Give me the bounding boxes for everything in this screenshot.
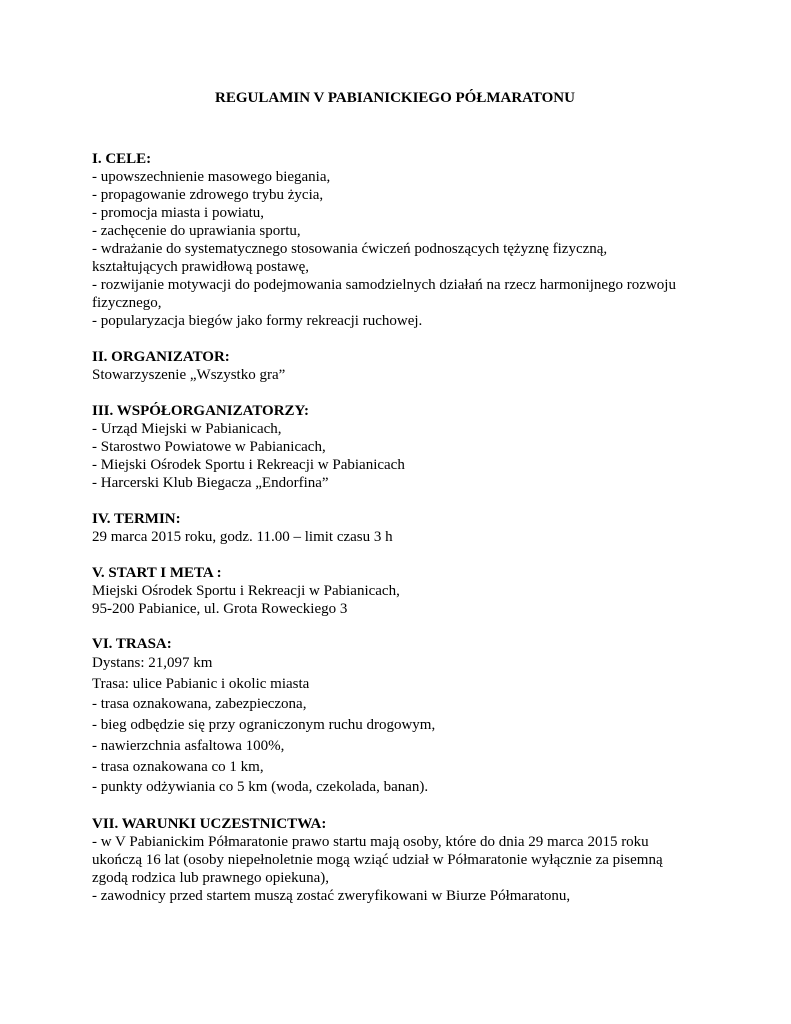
- section-trasa: [92, 635, 732, 798]
- section-heading: VII. WARUNKI UCZESTNICTWA:: [92, 815, 327, 832]
- document-title: REGULAMIN V PABIANICKIEGO PÓŁMARATONU: [215, 90, 575, 106]
- list-item: kształtujących prawidłową postawę,: [92, 259, 310, 275]
- list-item: - punkty odżywiania co 5 km (woda, czekolada, banan).: [92, 779, 429, 796]
- list-item: - nawierzchnia asfaltowa 100%,: [92, 737, 285, 754]
- section-start-meta: [92, 564, 732, 618]
- list-item: Stowarzyszenie „Wszystko gra”: [92, 367, 286, 383]
- list-item: - upowszechnienie masowego biegania,: [92, 169, 331, 185]
- list-item: fizycznego,: [92, 295, 162, 311]
- section-termin: [92, 510, 732, 546]
- list-item: 95-200 Pabianice, ul. Grota Roweckiego 3: [92, 601, 348, 617]
- list-item: - rozwijanie motywacji do podejmowania samodzielnych działań na rzecz harmonijnego rozwoju: [92, 277, 676, 293]
- list-item: Miejski Ośrodek Sportu i Rekreacji w Pabianicach,: [92, 583, 400, 599]
- section-heading: V. START I META :: [92, 565, 222, 581]
- list-item: - Urząd Miejski w Pabianicach,: [92, 421, 282, 437]
- section-heading: IV. TERMIN:: [92, 511, 181, 527]
- list-item: - trasa oznakowana, zabezpieczona,: [92, 696, 307, 713]
- section-heading: III. WSPÓŁORGANIZATORZY:: [92, 403, 310, 419]
- section-heading: VI. TRASA:: [92, 636, 172, 652]
- list-item: Trasa: ulice Pabianic i okolic miasta: [92, 675, 310, 692]
- list-item: - wdrażanie do systematycznego stosowania ćwiczeń podnoszących tężyznę fizyczną,: [92, 241, 608, 257]
- list-item: Dystans: 21,097 km: [92, 655, 213, 671]
- list-item: zgodą rodzica lub prawnego opiekuna),: [92, 869, 329, 886]
- section-heading: I. CELE:: [92, 151, 152, 167]
- list-item: - popularyzacja biegów jako formy rekreacji ruchowej.: [92, 313, 423, 329]
- list-item: - zawodnicy przed startem muszą zostać zweryfikowani w Biurze Półmaratonu,: [92, 887, 571, 904]
- list-item: - zachęcenie do uprawiania sportu,: [92, 223, 301, 239]
- list-item: - Harcerski Klub Biegacza „Endorfina”: [92, 475, 329, 491]
- section-cele: [92, 150, 732, 330]
- list-item: ukończą 16 lat (osoby niepełnoletnie mogą wziąć udział w Półmaratonie wyłącznie za pisemną: [92, 851, 663, 868]
- document-page: [92, 88, 732, 905]
- list-item: - Miejski Ośrodek Sportu i Rekreacji w Pabianicach: [92, 457, 405, 473]
- section-wspolorganizatorzy: [92, 402, 732, 492]
- list-item: - bieg odbędzie się przy ograniczonym ruchu drogowym,: [92, 717, 436, 734]
- list-item: - Starostwo Powiatowe w Pabianicach,: [92, 439, 326, 455]
- section-heading: II. ORGANIZATOR:: [92, 349, 230, 365]
- list-item: - promocja miasta i powiatu,: [92, 205, 265, 221]
- list-item: - propagowanie zdrowego trybu życia,: [92, 187, 324, 203]
- list-item: - w V Pabianickim Półmaratonie prawo startu mają osoby, które do dnia 29 marca 2015 roku: [92, 833, 649, 850]
- section-warunki: [92, 815, 732, 905]
- list-item: - trasa oznakowana co 1 km,: [92, 758, 264, 775]
- section-organizator: [92, 348, 732, 384]
- list-item: 29 marca 2015 roku, godz. 11.00 – limit czasu 3 h: [92, 529, 393, 545]
